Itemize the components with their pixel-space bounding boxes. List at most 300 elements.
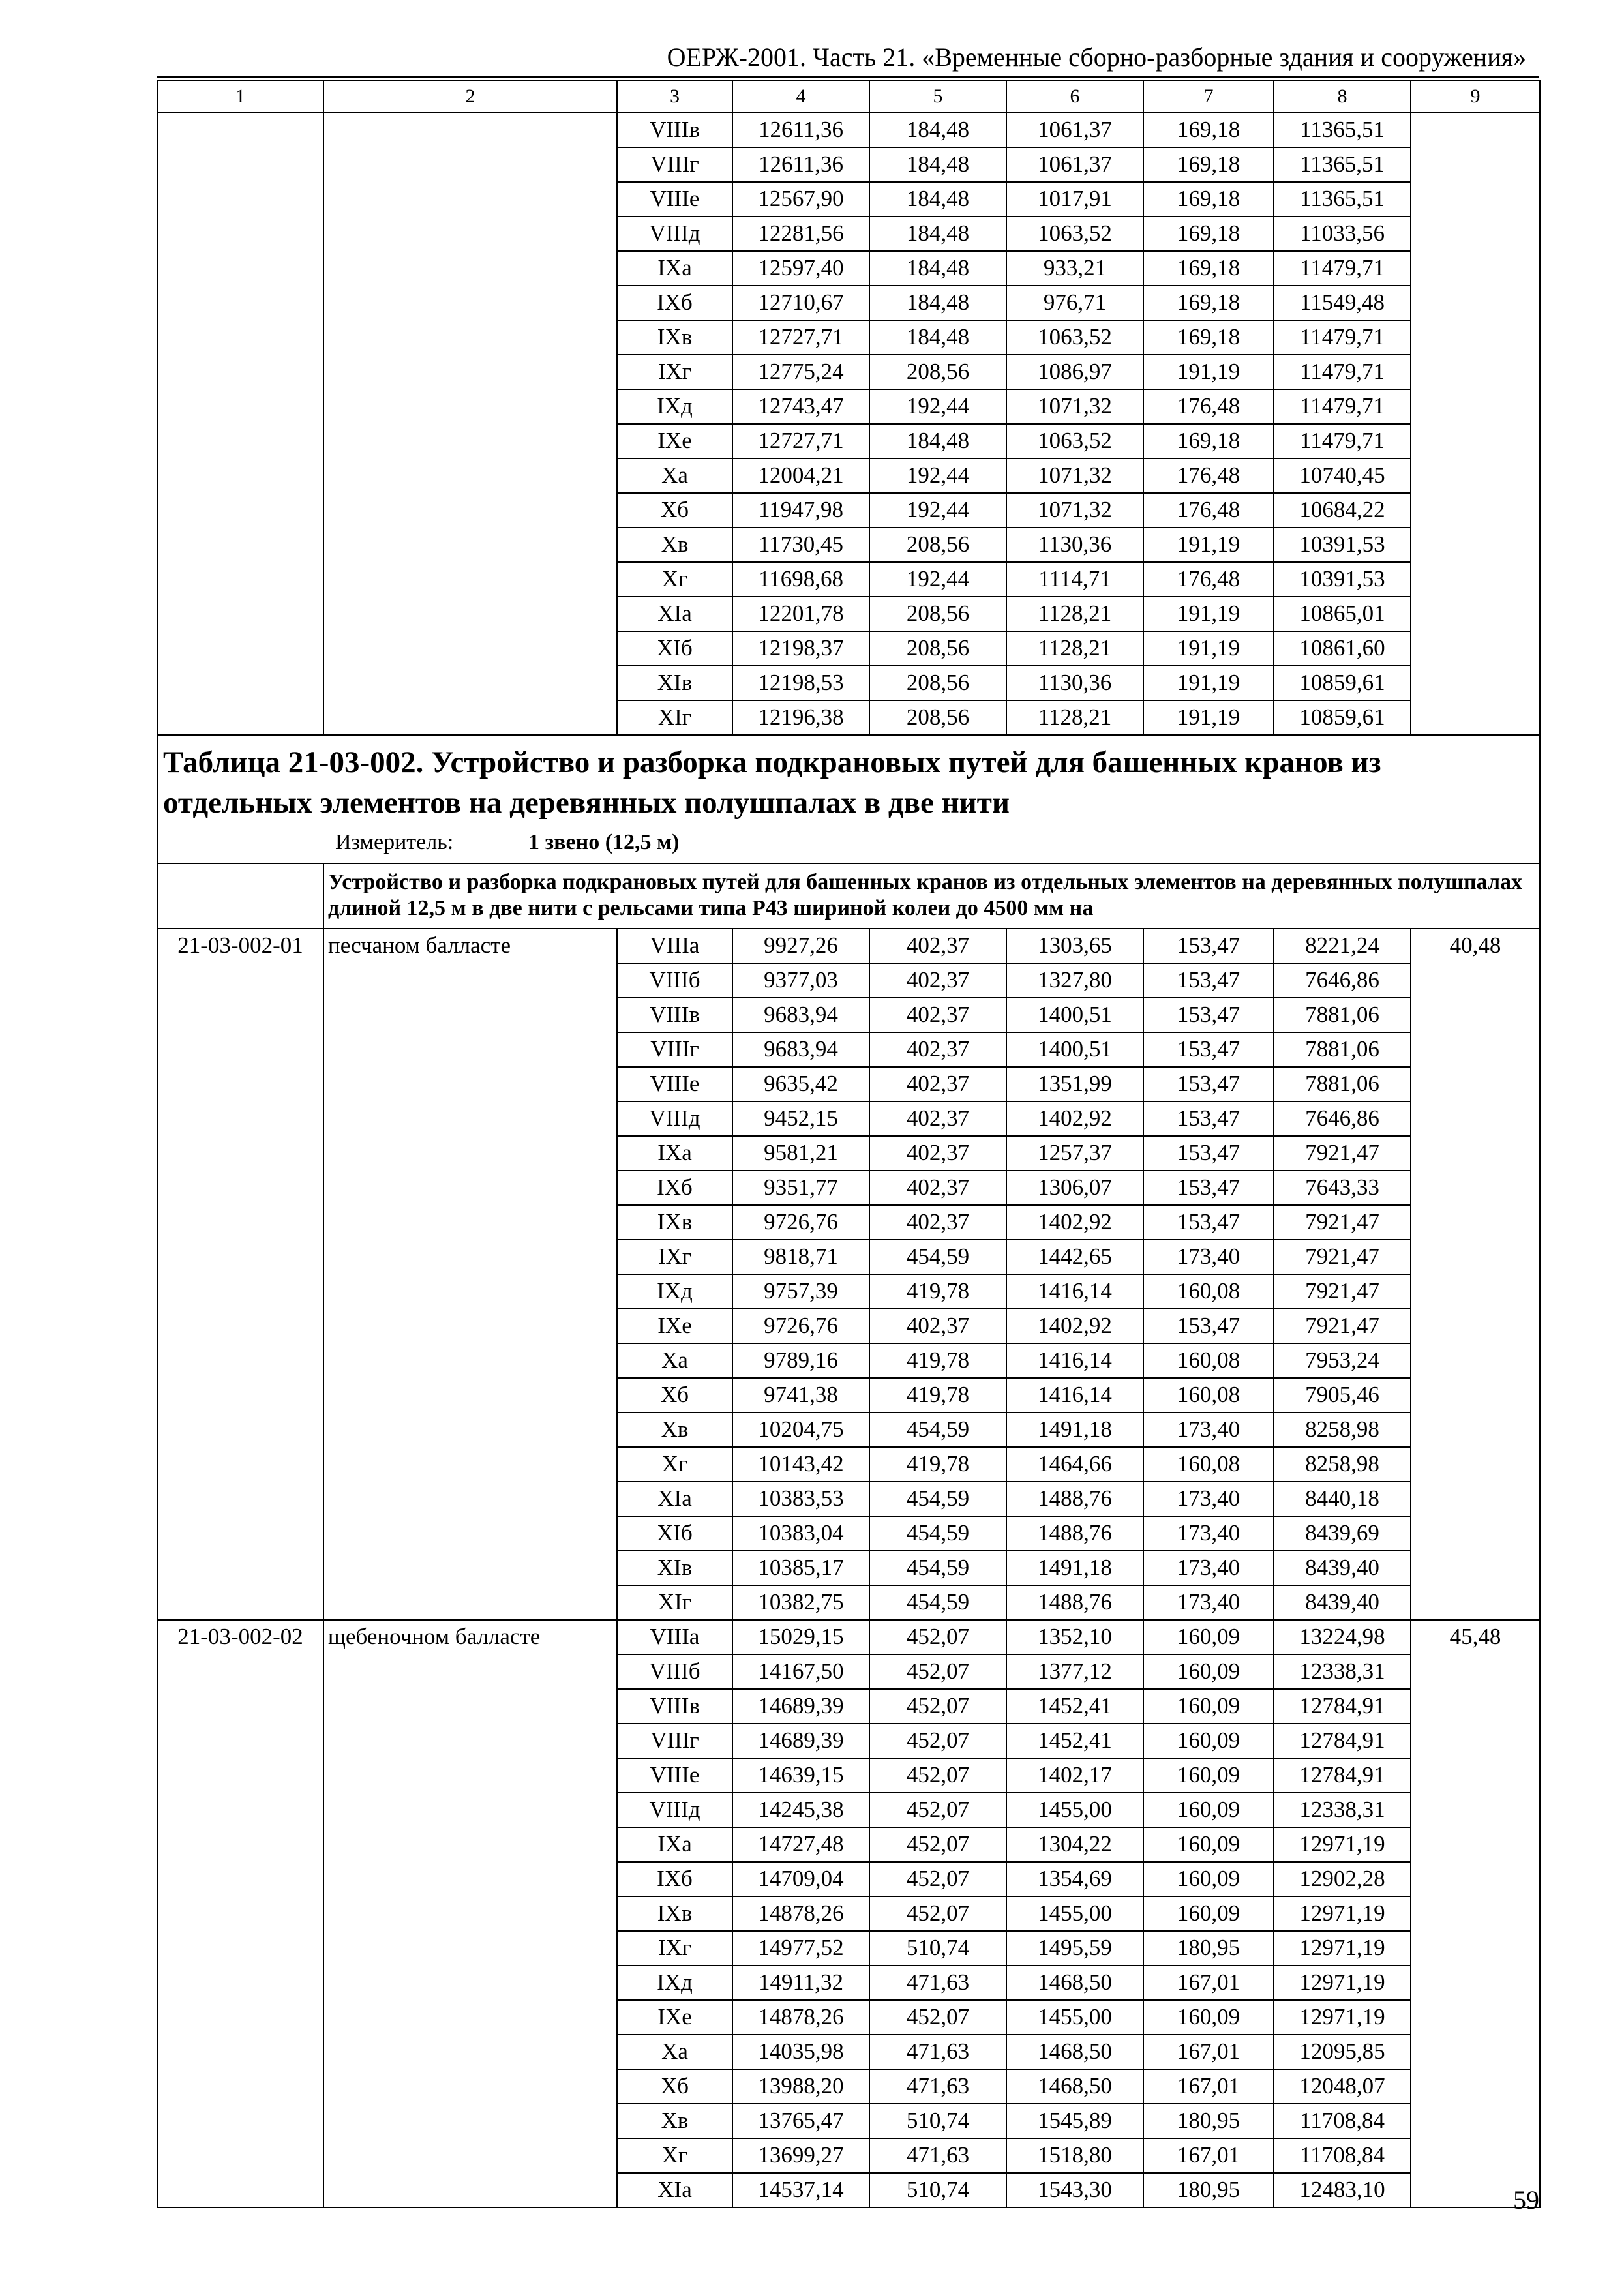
column-number-cell: 6 <box>1006 80 1143 113</box>
value-cell: XIв <box>617 666 732 700</box>
value-cell: 1402,92 <box>1006 1101 1143 1136</box>
value-cell: 419,78 <box>869 1378 1006 1413</box>
value-cell: 153,47 <box>1143 1067 1274 1101</box>
value-cell: 1468,50 <box>1006 1966 1143 2000</box>
value-cell: 11365,51 <box>1274 182 1411 217</box>
value-cell: 10859,61 <box>1274 700 1411 735</box>
value-cell: 11479,71 <box>1274 251 1411 286</box>
value-cell: 169,18 <box>1143 147 1274 182</box>
value-cell: 153,47 <box>1143 963 1274 998</box>
value-cell: 1063,52 <box>1006 424 1143 458</box>
value-cell: 1061,37 <box>1006 147 1143 182</box>
rate-code: 21-03-002-02 <box>157 1620 323 2207</box>
value-cell: 169,18 <box>1143 424 1274 458</box>
value-cell: 454,59 <box>869 1240 1006 1274</box>
value-cell: 176,48 <box>1143 458 1274 493</box>
table-row <box>157 929 1540 963</box>
value-cell: 192,44 <box>869 562 1006 597</box>
value-cell: 1455,00 <box>1006 1896 1143 1931</box>
value-cell: 1455,00 <box>1006 1793 1143 1827</box>
value-cell: 14035,98 <box>732 2035 869 2069</box>
value-cell: VIIIв <box>617 1689 732 1724</box>
value-cell: 7643,33 <box>1274 1171 1411 1205</box>
value-cell: 402,37 <box>869 963 1006 998</box>
value-cell: 12971,19 <box>1274 1931 1411 1966</box>
rate-code: 21-03-002-01 <box>157 929 323 1620</box>
value-cell: 12784,91 <box>1274 1758 1411 1793</box>
value-cell: 1464,66 <box>1006 1447 1143 1482</box>
value-cell: 160,09 <box>1143 1689 1274 1724</box>
value-cell: 11365,51 <box>1274 113 1411 147</box>
value-cell: 452,07 <box>869 1862 1006 1896</box>
value-cell: 1130,36 <box>1006 666 1143 700</box>
value-cell: IXв <box>617 320 732 355</box>
value-cell: 471,63 <box>869 1966 1006 2000</box>
value-cell: 10382,75 <box>732 1585 869 1620</box>
value-cell: 176,48 <box>1143 389 1274 424</box>
value-cell: 11365,51 <box>1274 147 1411 182</box>
value-cell: 208,56 <box>869 666 1006 700</box>
value-cell: 160,08 <box>1143 1378 1274 1413</box>
value-cell: IXа <box>617 1827 732 1862</box>
value-cell: VIIIд <box>617 1101 732 1136</box>
value-cell: 7921,47 <box>1274 1274 1411 1309</box>
value-cell: 12048,07 <box>1274 2069 1411 2104</box>
value-cell: 419,78 <box>869 1343 1006 1378</box>
value-cell: IXв <box>617 1205 732 1240</box>
value-cell: 1327,80 <box>1006 963 1143 998</box>
column-number-cell: 2 <box>323 80 617 113</box>
value-cell: 11033,56 <box>1274 217 1411 251</box>
value-cell: 173,40 <box>1143 1551 1274 1585</box>
value-cell: 7921,47 <box>1274 1136 1411 1171</box>
value-cell: 12198,53 <box>732 666 869 700</box>
value-cell: 12971,19 <box>1274 2000 1411 2035</box>
value-cell: 1071,32 <box>1006 389 1143 424</box>
value-cell: 184,48 <box>869 217 1006 251</box>
value-cell: 1400,51 <box>1006 1032 1143 1067</box>
value-cell: 13765,47 <box>732 2104 869 2138</box>
value-cell: 452,07 <box>869 1654 1006 1689</box>
value-cell: 9351,77 <box>732 1171 869 1205</box>
value-cell: 402,37 <box>869 1136 1006 1171</box>
value-cell: 153,47 <box>1143 1136 1274 1171</box>
value-cell: XIб <box>617 1516 732 1551</box>
value-cell: 208,56 <box>869 700 1006 735</box>
value-cell: VIIIг <box>617 1032 732 1067</box>
value-cell: 173,40 <box>1143 1413 1274 1447</box>
value-cell: 402,37 <box>869 1101 1006 1136</box>
value-cell: 7881,06 <box>1274 998 1411 1032</box>
value-cell: 11549,48 <box>1274 286 1411 320</box>
value-cell: 184,48 <box>869 320 1006 355</box>
value-cell: 11730,45 <box>732 528 869 562</box>
value-cell: XIв <box>617 1551 732 1585</box>
value-cell: 976,71 <box>1006 286 1143 320</box>
value-cell: 1452,41 <box>1006 1724 1143 1758</box>
value-cell: 173,40 <box>1143 1240 1274 1274</box>
value-cell: 8258,98 <box>1274 1413 1411 1447</box>
value-cell: 452,07 <box>869 1724 1006 1758</box>
value-cell: VIIIа <box>617 929 732 963</box>
value-cell: 11708,84 <box>1274 2104 1411 2138</box>
value-cell: 1518,80 <box>1006 2138 1143 2173</box>
col9-value: 45,48 <box>1411 1620 1540 2207</box>
value-cell: 1416,14 <box>1006 1274 1143 1309</box>
value-cell: 191,19 <box>1143 528 1274 562</box>
value-cell: XIг <box>617 1585 732 1620</box>
value-cell: 9757,39 <box>732 1274 869 1309</box>
value-cell: 14878,26 <box>732 2000 869 2035</box>
value-cell: 9452,15 <box>732 1101 869 1136</box>
value-cell: 160,09 <box>1143 1620 1274 1654</box>
value-cell: 12611,36 <box>732 147 869 182</box>
value-cell: 160,08 <box>1143 1274 1274 1309</box>
value-cell: 169,18 <box>1143 113 1274 147</box>
value-cell: 1402,92 <box>1006 1205 1143 1240</box>
value-cell: 452,07 <box>869 1689 1006 1724</box>
value-cell: 454,59 <box>869 1482 1006 1516</box>
measure-line <box>163 827 1534 858</box>
value-cell: 153,47 <box>1143 998 1274 1032</box>
value-cell: 510,74 <box>869 1931 1006 1966</box>
value-cell: 454,59 <box>869 1413 1006 1447</box>
value-cell: 9726,76 <box>732 1205 869 1240</box>
value-cell: XIг <box>617 700 732 735</box>
value-cell: 14167,50 <box>732 1654 869 1689</box>
value-cell: 1061,37 <box>1006 113 1143 147</box>
value-cell: VIIIе <box>617 182 732 217</box>
value-cell: 192,44 <box>869 493 1006 528</box>
value-cell: 12611,36 <box>732 113 869 147</box>
value-cell: 14537,14 <box>732 2173 869 2207</box>
value-cell: 1402,92 <box>1006 1309 1143 1343</box>
value-cell: 471,63 <box>869 2035 1006 2069</box>
column-number-cell: 7 <box>1143 80 1274 113</box>
value-cell: 11698,68 <box>732 562 869 597</box>
value-cell: Xа <box>617 1343 732 1378</box>
value-cell: 169,18 <box>1143 182 1274 217</box>
value-cell: Xв <box>617 1413 732 1447</box>
value-cell: 11479,71 <box>1274 355 1411 389</box>
value-cell: 184,48 <box>869 424 1006 458</box>
value-cell: 452,07 <box>869 2000 1006 2035</box>
value-cell: VIIIв <box>617 113 732 147</box>
value-cell: 14878,26 <box>732 1896 869 1931</box>
value-cell: 10684,22 <box>1274 493 1411 528</box>
value-cell: 1377,12 <box>1006 1654 1143 1689</box>
value-cell: VIIIг <box>617 1724 732 1758</box>
value-cell: 10204,75 <box>732 1413 869 1447</box>
col9-cell <box>1411 113 1540 735</box>
value-cell: 1442,65 <box>1006 1240 1143 1274</box>
value-cell: 7921,47 <box>1274 1240 1411 1274</box>
value-cell: 8221,24 <box>1274 929 1411 963</box>
description-code-cell <box>157 863 323 929</box>
value-cell: 7881,06 <box>1274 1032 1411 1067</box>
value-cell: 1114,71 <box>1006 562 1143 597</box>
table-title-cell <box>157 735 1540 863</box>
value-cell: 160,09 <box>1143 1724 1274 1758</box>
value-cell: 1354,69 <box>1006 1862 1143 1896</box>
value-cell: 9683,94 <box>732 998 869 1032</box>
value-cell: 7646,86 <box>1274 1101 1411 1136</box>
value-cell: VIIIа <box>617 1620 732 1654</box>
value-cell: 12727,71 <box>732 320 869 355</box>
value-cell: 191,19 <box>1143 631 1274 666</box>
name-cell <box>323 113 617 735</box>
value-cell: 10391,53 <box>1274 528 1411 562</box>
value-cell: 8439,69 <box>1274 1516 1411 1551</box>
value-cell: 160,09 <box>1143 1654 1274 1689</box>
column-number-cell: 8 <box>1274 80 1411 113</box>
value-cell: 208,56 <box>869 528 1006 562</box>
value-cell: 1128,21 <box>1006 631 1143 666</box>
value-cell: 1071,32 <box>1006 493 1143 528</box>
value-cell: 14689,39 <box>732 1689 869 1724</box>
value-cell: 12784,91 <box>1274 1724 1411 1758</box>
column-number-row <box>157 80 1540 113</box>
value-cell: VIIIе <box>617 1067 732 1101</box>
value-cell: XIа <box>617 2173 732 2207</box>
value-cell: Xг <box>617 1447 732 1482</box>
value-cell: IXг <box>617 355 732 389</box>
value-cell: 7646,86 <box>1274 963 1411 998</box>
value-cell: 1304,22 <box>1006 1827 1143 1862</box>
value-cell: 402,37 <box>869 998 1006 1032</box>
value-cell: 452,07 <box>869 1620 1006 1654</box>
work-description: Устройство и разборка подкрановых путей для башенных кранов из отдельных элементов на деревянных полушпалах длиной 12,5 м в две нити с рельсами типа Р43 шириной колеи до 4500 мм на <box>323 863 1540 929</box>
value-cell: 10385,17 <box>732 1551 869 1585</box>
value-cell: Xг <box>617 2138 732 2173</box>
value-cell: 510,74 <box>869 2173 1006 2207</box>
value-cell: 1063,52 <box>1006 217 1143 251</box>
value-cell: 452,07 <box>869 1793 1006 1827</box>
measure-label: Измеритель: <box>335 830 454 854</box>
value-cell: 1491,18 <box>1006 1551 1143 1585</box>
value-cell: 12198,37 <box>732 631 869 666</box>
value-cell: Xа <box>617 2035 732 2069</box>
value-cell: 9741,38 <box>732 1378 869 1413</box>
value-cell: 454,59 <box>869 1551 1006 1585</box>
value-cell: 12727,71 <box>732 424 869 458</box>
value-cell: IXе <box>617 1309 732 1343</box>
value-cell: 208,56 <box>869 597 1006 631</box>
value-cell: 160,09 <box>1143 1793 1274 1827</box>
value-cell: 180,95 <box>1143 1931 1274 1966</box>
value-cell: IXб <box>617 1862 732 1896</box>
value-cell: 10859,61 <box>1274 666 1411 700</box>
value-cell: 1468,50 <box>1006 2069 1143 2104</box>
value-cell: 10143,42 <box>732 1447 869 1482</box>
value-cell: 12338,31 <box>1274 1654 1411 1689</box>
value-cell: 12971,19 <box>1274 1827 1411 1862</box>
value-cell: 184,48 <box>869 113 1006 147</box>
value-cell: 160,08 <box>1143 1447 1274 1482</box>
value-cell: 7921,47 <box>1274 1309 1411 1343</box>
value-cell: 169,18 <box>1143 286 1274 320</box>
value-cell: 169,18 <box>1143 320 1274 355</box>
value-cell: 153,47 <box>1143 1032 1274 1067</box>
value-cell: 173,40 <box>1143 1516 1274 1551</box>
value-cell: 454,59 <box>869 1516 1006 1551</box>
value-cell: 1452,41 <box>1006 1689 1143 1724</box>
value-cell: Xа <box>617 458 732 493</box>
value-cell: 12902,28 <box>1274 1862 1411 1896</box>
rate-name: песчаном балласте <box>323 929 617 1620</box>
value-cell: 419,78 <box>869 1274 1006 1309</box>
value-cell: VIIIб <box>617 963 732 998</box>
value-cell: IXе <box>617 2000 732 2035</box>
value-cell: 9683,94 <box>732 1032 869 1067</box>
value-cell: 13699,27 <box>732 2138 869 2173</box>
running-header <box>157 39 1539 78</box>
value-cell: 933,21 <box>1006 251 1143 286</box>
value-cell: 12784,91 <box>1274 1689 1411 1724</box>
value-cell: 1488,76 <box>1006 1585 1143 1620</box>
value-cell: 8440,18 <box>1274 1482 1411 1516</box>
value-cell: Xв <box>617 2104 732 2138</box>
value-cell: 1545,89 <box>1006 2104 1143 2138</box>
value-cell: 1306,07 <box>1006 1171 1143 1205</box>
value-cell: 452,07 <box>869 1758 1006 1793</box>
value-cell: 191,19 <box>1143 355 1274 389</box>
value-cell: 10391,53 <box>1274 562 1411 597</box>
value-cell: 1257,37 <box>1006 1136 1143 1171</box>
value-cell: 11479,71 <box>1274 320 1411 355</box>
value-cell: 452,07 <box>869 1896 1006 1931</box>
value-cell: 1130,36 <box>1006 528 1143 562</box>
value-cell: 160,09 <box>1143 2000 1274 2035</box>
value-cell: Xб <box>617 1378 732 1413</box>
value-cell: 191,19 <box>1143 597 1274 631</box>
value-cell: 13988,20 <box>732 2069 869 2104</box>
value-cell: 454,59 <box>869 1585 1006 1620</box>
value-cell: 191,19 <box>1143 700 1274 735</box>
value-cell: 452,07 <box>869 1827 1006 1862</box>
value-cell: 1488,76 <box>1006 1516 1143 1551</box>
value-cell: 160,09 <box>1143 1827 1274 1862</box>
rates-table-body <box>157 80 1540 2207</box>
value-cell: 14709,04 <box>732 1862 869 1896</box>
value-cell: 169,18 <box>1143 217 1274 251</box>
value-cell: 11708,84 <box>1274 2138 1411 2173</box>
value-cell: 471,63 <box>869 2069 1006 2104</box>
column-number-cell: 5 <box>869 80 1006 113</box>
value-cell: 12095,85 <box>1274 2035 1411 2069</box>
value-cell: VIIIе <box>617 1758 732 1793</box>
value-cell: IXд <box>617 1274 732 1309</box>
value-cell: 1402,17 <box>1006 1758 1143 1793</box>
value-cell: 180,95 <box>1143 2173 1274 2207</box>
table-row <box>157 1620 1540 1654</box>
value-cell: 1071,32 <box>1006 458 1143 493</box>
value-cell: 191,19 <box>1143 666 1274 700</box>
value-cell: 510,74 <box>869 2104 1006 2138</box>
value-cell: 402,37 <box>869 1032 1006 1067</box>
value-cell: 180,95 <box>1143 2104 1274 2138</box>
column-number-cell: 1 <box>157 80 323 113</box>
value-cell: VIIIд <box>617 217 732 251</box>
value-cell: 12597,40 <box>732 251 869 286</box>
value-cell: 402,37 <box>869 1205 1006 1240</box>
value-cell: 1017,91 <box>1006 182 1143 217</box>
column-number-cell: 3 <box>617 80 732 113</box>
value-cell: 160,08 <box>1143 1343 1274 1378</box>
value-cell: 14639,15 <box>732 1758 869 1793</box>
rates-table-container <box>157 80 1539 2208</box>
value-cell: 208,56 <box>869 355 1006 389</box>
value-cell: Xв <box>617 528 732 562</box>
value-cell: 7881,06 <box>1274 1067 1411 1101</box>
value-cell: 12196,38 <box>732 700 869 735</box>
value-cell: VIIIг <box>617 147 732 182</box>
value-cell: 12775,24 <box>732 355 869 389</box>
value-cell: 9581,21 <box>732 1136 869 1171</box>
rate-name: щебеночном балласте <box>323 1620 617 2207</box>
value-cell: 9789,16 <box>732 1343 869 1378</box>
value-cell: 167,01 <box>1143 2035 1274 2069</box>
value-cell: 7921,47 <box>1274 1205 1411 1240</box>
value-cell: 1416,14 <box>1006 1343 1143 1378</box>
table-title-row <box>157 735 1540 863</box>
value-cell: 402,37 <box>869 1067 1006 1101</box>
value-cell: 14977,52 <box>732 1931 869 1966</box>
value-cell: IXв <box>617 1896 732 1931</box>
value-cell: 12567,90 <box>732 182 869 217</box>
value-cell: IXа <box>617 251 732 286</box>
description-row <box>157 863 1540 929</box>
value-cell: 419,78 <box>869 1447 1006 1482</box>
value-cell: 9927,26 <box>732 929 869 963</box>
value-cell: 1488,76 <box>1006 1482 1143 1516</box>
value-cell: 176,48 <box>1143 562 1274 597</box>
value-cell: 14911,32 <box>732 1966 869 2000</box>
measure-value: 1 звено (12,5 м) <box>528 830 680 854</box>
value-cell: 10383,53 <box>732 1482 869 1516</box>
value-cell: IXб <box>617 1171 732 1205</box>
value-cell: Xб <box>617 493 732 528</box>
value-cell: 7953,24 <box>1274 1343 1411 1378</box>
value-cell: 167,01 <box>1143 1966 1274 2000</box>
value-cell: 9726,76 <box>732 1309 869 1343</box>
value-cell: 12281,56 <box>732 217 869 251</box>
value-cell: 12338,31 <box>1274 1793 1411 1827</box>
value-cell: 402,37 <box>869 929 1006 963</box>
value-cell: 12971,19 <box>1274 1896 1411 1931</box>
value-cell: 167,01 <box>1143 2069 1274 2104</box>
value-cell: 7905,46 <box>1274 1378 1411 1413</box>
value-cell: 1491,18 <box>1006 1413 1143 1447</box>
page-number: 59 <box>1513 2185 1539 2215</box>
value-cell: 160,09 <box>1143 1896 1274 1931</box>
value-cell: IXе <box>617 424 732 458</box>
value-cell: 1416,14 <box>1006 1378 1143 1413</box>
value-cell: VIIIв <box>617 998 732 1032</box>
value-cell: 184,48 <box>869 251 1006 286</box>
running-header-title: ОЕРЖ-2001. Часть 21. «Временные сборно-разборные здания и сооружения» <box>667 42 1526 72</box>
value-cell: 10861,60 <box>1274 631 1411 666</box>
value-cell: 160,09 <box>1143 1758 1274 1793</box>
value-cell: 173,40 <box>1143 1585 1274 1620</box>
value-cell: 402,37 <box>869 1309 1006 1343</box>
value-cell: 169,18 <box>1143 251 1274 286</box>
value-cell: IXг <box>617 1931 732 1966</box>
value-cell: Xб <box>617 2069 732 2104</box>
value-cell: 1128,21 <box>1006 700 1143 735</box>
value-cell: 12483,10 <box>1274 2173 1411 2207</box>
value-cell: 8258,98 <box>1274 1447 1411 1482</box>
